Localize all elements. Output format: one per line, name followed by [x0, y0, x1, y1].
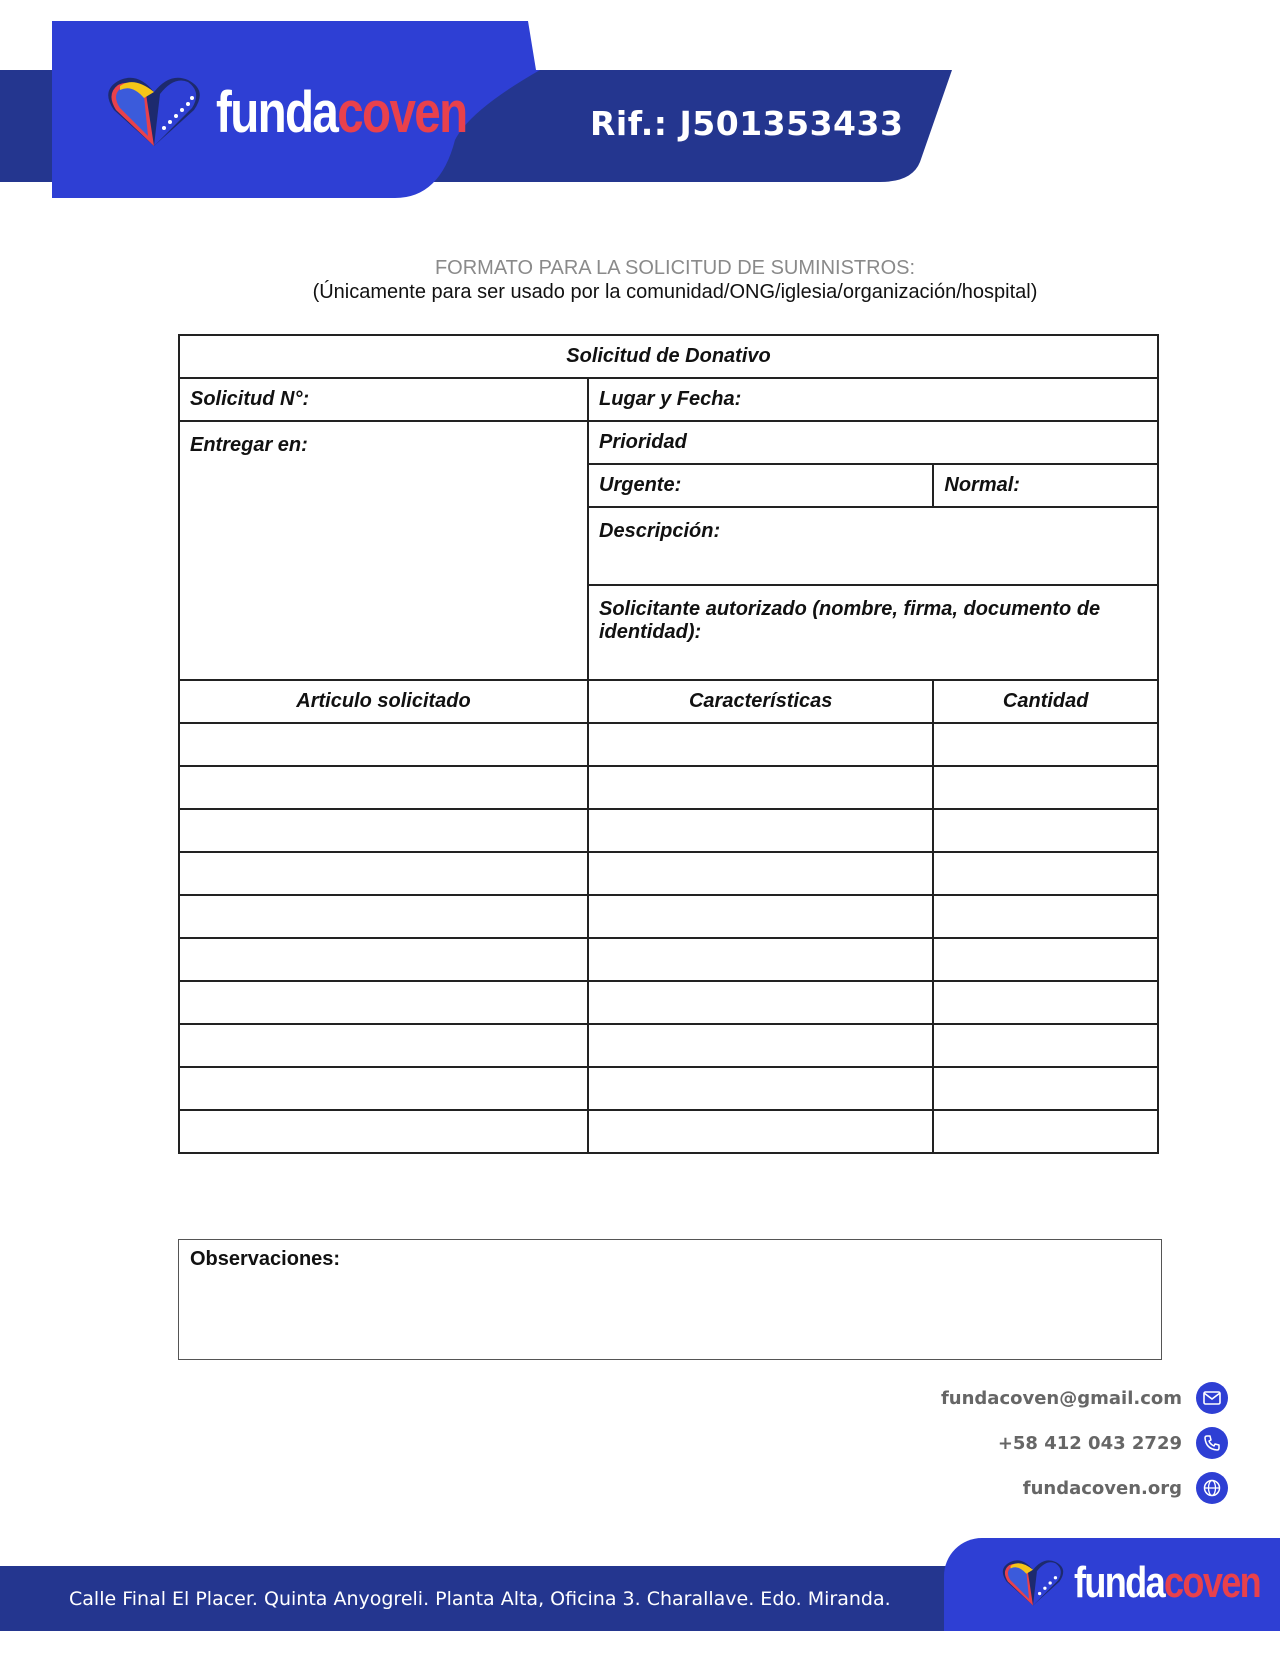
quantity-cell[interactable]	[933, 938, 1158, 981]
table-heading: Solicitud de Donativo	[179, 335, 1158, 378]
observations-label: Observaciones:	[190, 1248, 341, 1270]
heart-logo-icon	[104, 72, 204, 152]
table-row	[179, 852, 1158, 895]
characteristics-cell[interactable]	[588, 981, 933, 1024]
table-row	[179, 723, 1158, 766]
characteristics-cell[interactable]	[588, 723, 933, 766]
form-title: FORMATO PARA LA SOLICITUD DE SUMINISTROS:	[434, 257, 916, 279]
article-cell[interactable]	[179, 766, 588, 809]
characteristics-cell[interactable]	[588, 895, 933, 938]
web-text: fundacoven.org	[1022, 1477, 1182, 1499]
characteristics-cell[interactable]	[588, 1067, 933, 1110]
place-date-field[interactable]: Lugar y Fecha:	[588, 378, 1158, 421]
footer-address: Calle Final El Placer. Quinta Anyogreli. Planta Alta, Oficina 3. Charallave. Edo. Miranda.	[69, 1588, 891, 1610]
quantity-cell[interactable]	[933, 809, 1158, 852]
quantity-cell[interactable]	[933, 981, 1158, 1024]
table-row	[179, 1067, 1158, 1110]
article-cell[interactable]	[179, 1024, 588, 1067]
article-cell[interactable]	[179, 938, 588, 981]
logo-wordmark: fundacoven	[216, 79, 467, 145]
normal-field[interactable]: Normal:	[933, 464, 1158, 507]
article-cell[interactable]	[179, 809, 588, 852]
characteristics-cell[interactable]	[588, 1024, 933, 1067]
article-cell[interactable]	[179, 895, 588, 938]
authorized-requester-field[interactable]: Solicitante autorizado (nombre, firma, documento de identidad):	[588, 585, 1158, 680]
phone-icon	[1196, 1427, 1228, 1459]
column-header-characteristics: Características	[588, 680, 933, 723]
mail-icon	[1196, 1382, 1228, 1414]
table-row	[179, 809, 1158, 852]
table-row	[179, 766, 1158, 809]
header-logo	[104, 72, 522, 152]
characteristics-cell[interactable]	[588, 938, 933, 981]
article-cell[interactable]	[179, 1067, 588, 1110]
column-header-quantity: Cantidad	[933, 680, 1158, 723]
table-row	[179, 938, 1158, 981]
article-cell[interactable]	[179, 1110, 588, 1153]
heart-logo-icon	[1000, 1556, 1066, 1610]
quantity-cell[interactable]	[933, 1067, 1158, 1110]
item-rows	[179, 723, 1158, 1153]
globe-icon	[1196, 1472, 1228, 1504]
solicitud-number-field[interactable]: Solicitud N°:	[179, 378, 588, 421]
form-subtitle: (Únicamente para ser usado por la comunidad/ONG/iglesia/organización/hospital)	[312, 281, 1038, 303]
table-row	[179, 981, 1158, 1024]
characteristics-cell[interactable]	[588, 809, 933, 852]
article-cell[interactable]	[179, 723, 588, 766]
article-cell[interactable]	[179, 981, 588, 1024]
description-field[interactable]: Descripción:	[588, 507, 1158, 585]
quantity-cell[interactable]	[933, 1110, 1158, 1153]
column-header-article: Articulo solicitado	[179, 680, 588, 723]
deliver-to-field[interactable]: Entregar en:	[179, 421, 588, 680]
footer-logo-wordmark: fundacoven	[1074, 1558, 1261, 1607]
phone-text: +58 412 043 2729	[997, 1432, 1182, 1454]
quantity-cell[interactable]	[933, 895, 1158, 938]
characteristics-cell[interactable]	[588, 766, 933, 809]
footer-logo	[1000, 1556, 1280, 1610]
quantity-cell[interactable]	[933, 723, 1158, 766]
email-text: fundacoven@gmail.com	[940, 1387, 1182, 1409]
observations-box[interactable]	[178, 1239, 1162, 1360]
rif-number: Rif.: J501353433	[590, 104, 904, 143]
contact-web[interactable]	[1023, 1472, 1228, 1504]
quantity-cell[interactable]	[933, 852, 1158, 895]
quantity-cell[interactable]	[933, 1024, 1158, 1067]
characteristics-cell[interactable]	[588, 852, 933, 895]
article-cell[interactable]	[179, 852, 588, 895]
urgent-field[interactable]: Urgente:	[588, 464, 933, 507]
table-row	[179, 1024, 1158, 1067]
table-row	[179, 1110, 1158, 1153]
donation-request-table	[178, 334, 1159, 1154]
characteristics-cell[interactable]	[588, 1110, 933, 1153]
contact-email[interactable]	[941, 1382, 1228, 1414]
quantity-cell[interactable]	[933, 766, 1158, 809]
contact-phone[interactable]	[998, 1427, 1228, 1459]
priority-label: Prioridad	[588, 421, 1158, 464]
table-row	[179, 895, 1158, 938]
